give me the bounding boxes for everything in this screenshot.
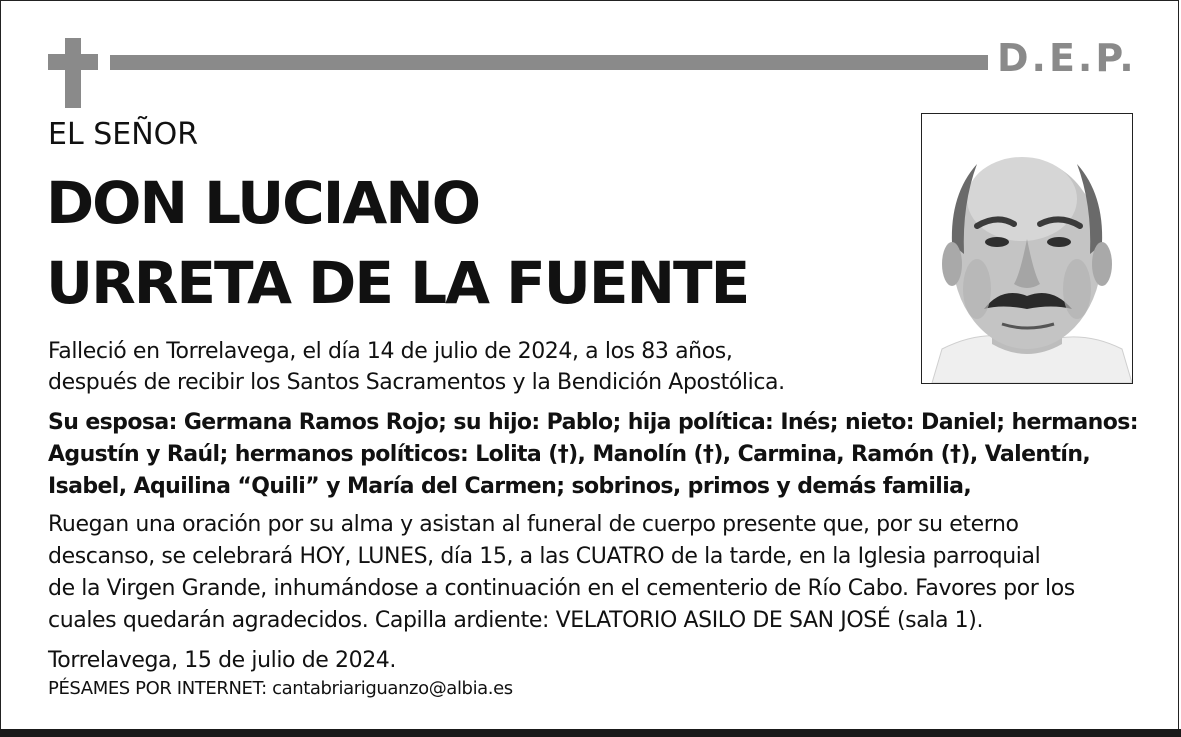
funeral-line1: Ruegan una oración por su alma y asistan al funeral de cuerpo presente que, por su eterno (48, 512, 1019, 537)
cross-icon (48, 38, 98, 108)
header-rule (110, 55, 988, 70)
funeral-line2: descanso, se celebrará HOY, LUNES, día 15, a las CUATRO de la tarde, en la Iglesia parroquial (48, 544, 1041, 569)
honorific: EL SEÑOR (48, 117, 199, 152)
dep-label: D.E.P. (997, 36, 1137, 80)
funeral-line3: de la Virgen Grande, inhumándose a continuación en el cementerio de Río Cabo. Favores por los (48, 576, 1075, 601)
deceased-name-line2: URRETA DE LA FUENTE (46, 249, 749, 317)
deceased-photo (921, 113, 1133, 384)
family-line3: Isabel, Aquilina “Quili” y María del Carmen; sobrinos, primos y demás familia, (48, 474, 972, 499)
death-notice-line2: después de recibir los Santos Sacramentos y la Bendición Apostólica. (48, 370, 785, 395)
deceased-name-line1: DON LUCIANO (46, 169, 480, 237)
condolences-line: PÉSAMES POR INTERNET: cantabriariguanzo@albia.es (48, 678, 513, 699)
bottom-rule (0, 729, 1181, 737)
funeral-line4: cuales quedarán agradecidos. Capilla ardiente: VELATORIO ASILO DE SAN JOSÉ (sala 1). (48, 608, 984, 633)
death-notice-line1: Falleció en Torrelavega, el día 14 de julio de 2024, a los 83 años, (48, 339, 733, 364)
family-line2: Agustín y Raúl; hermanos políticos: Lolita (†), Manolín (†), Carmina, Ramón (†), Valentín, (48, 442, 1091, 467)
place-date: Torrelavega, 15 de julio de 2024. (48, 648, 396, 673)
family-line1: Su esposa: Germana Ramos Rojo; su hijo: Pablo; hija política: Inés; nieto: Daniel; hermanos: (48, 410, 1138, 435)
